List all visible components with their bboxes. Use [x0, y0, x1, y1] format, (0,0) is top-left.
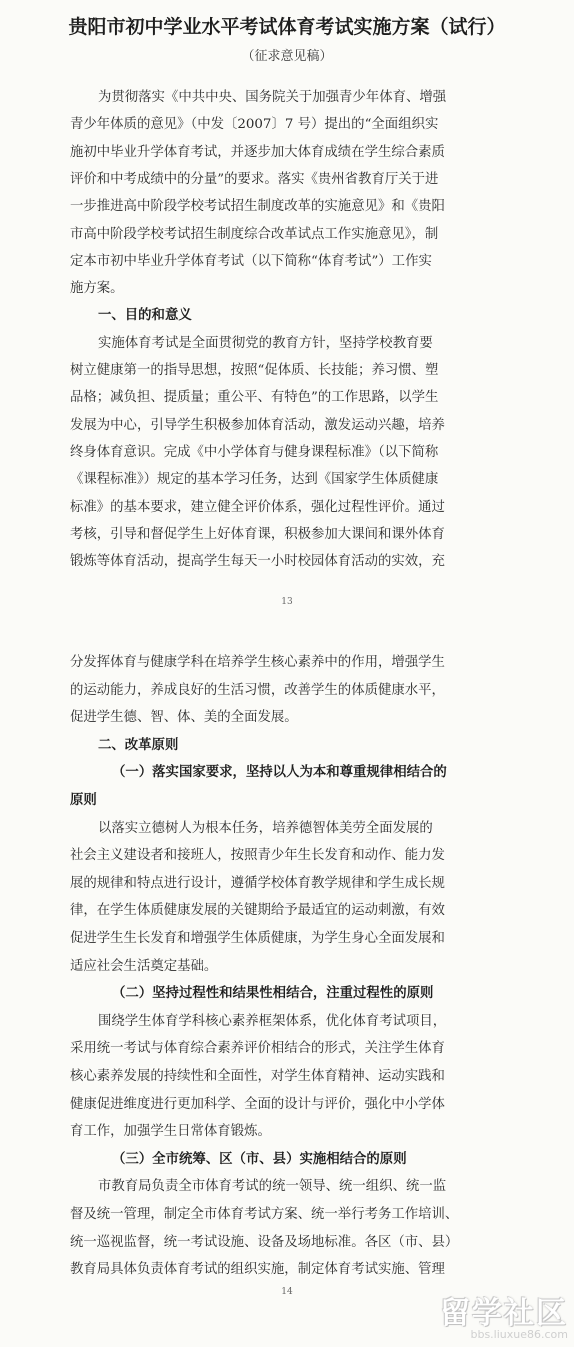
- section-heading: （二）坚持过程性和结果性相结合，注重过程性的原则: [112, 985, 434, 1002]
- page-number: 13: [281, 597, 293, 607]
- text-line: 核心素养发展的持续性和全面性，对学生体育精神、运动实践和: [70, 1069, 445, 1084]
- text-line: 发展为中心，引导学生积极参加体育活动，激发运动兴趣，培养: [70, 417, 445, 433]
- text-line: 锻炼等体育活动，提高学生每天一小时校园体育活动的实效，充: [70, 554, 445, 570]
- text-line: 社会主义建设者和接班人，按照青少年生长发育和动作、能力发: [70, 848, 445, 864]
- text-line: 教育局具体负责体育考试的组织实施，制定体育考试实施、管理: [70, 1262, 445, 1278]
- text-line: 督及统一管理，制定全市体育考试方案、统一举行考务工作培训、: [70, 1207, 459, 1222]
- text-line: 律，在学生体质健康发展的关键期给予最适宜的运动刺激，有效: [70, 903, 445, 919]
- text-line: 施方案。: [70, 281, 124, 297]
- text-line: 青少年体质的意见》（中发〔2007〕7 号）提出的“全面组织实: [70, 117, 439, 133]
- text-line: 终身体育意识。完成《中小学体育与健身课程标准》（以下简称: [70, 444, 439, 460]
- text-line: 市高中阶段学校考试招生制度综合改革试点工作实施意见》，制: [70, 226, 439, 242]
- text-line: 分发挥体育与健康学科在培养学生核心素养中的作用，增强学生: [70, 655, 445, 670]
- text-line: 适应社会生活奠定基础。: [70, 958, 218, 974]
- document-subtitle: （征求意见稿）: [241, 49, 333, 64]
- page-14: [0, 625, 574, 1347]
- text-line: 市教育局负责全市体育考试的统一领导、统一组织、统一监: [98, 1179, 447, 1195]
- section-heading: （一）落实国家要求，坚持以人为本和尊重规律相结合的: [112, 764, 447, 781]
- section-heading: 原则: [70, 792, 97, 808]
- document-title: 贵阳市初中学业水平考试体育考试实施方案（试行）: [68, 16, 506, 38]
- text-line: 评价和中考成绩中的分量”的要求。落实《贵州省教育厅关于进: [70, 171, 439, 187]
- text-line: 考核，引导和督促学生上好体育课，积极参加大课间和课外体育: [70, 526, 445, 542]
- watermark-url: bbs.liuxue86.com: [470, 1328, 568, 1341]
- watermark-logo: 留学社区: [440, 1296, 568, 1331]
- section-heading: 二、改革原则: [98, 736, 179, 753]
- page-13: [0, 0, 574, 625]
- text-line: 促进学生生长发育和增强学生体质健康，为学生身心全面发展和: [70, 931, 445, 946]
- section-heading: （三）全市统筹、区（市、县）实施相结合的原则: [112, 1150, 407, 1167]
- text-line: 施初中毕业升学体育考试，并逐步加大体育成绩在学生综合素质: [70, 144, 445, 160]
- text-line: 树立健康第一的指导思想，按照“促体质、长技能；养习惯、塑: [70, 363, 439, 378]
- watermark: [440, 1288, 568, 1341]
- text-line: 健康促进维度进行更加科学、全面的设计与评价，强化中小学体: [70, 1096, 445, 1112]
- section-heading: 一、目的和意义: [98, 307, 192, 324]
- text-line: 定本市初中毕业升学体育考试（以下简称“体育考试”）工作实: [70, 253, 432, 269]
- text-line: 采用统一考试与体育综合素养评价相结合的形式，关注学生体育: [70, 1041, 445, 1057]
- text-line: 以落实立德树人为根本任务，培养德智体美劳全面发展的: [98, 820, 433, 836]
- text-line: 一步推进高中阶段学校考试招生制度改革的实施意见》和《贵阳: [70, 199, 445, 215]
- text-line: 标准》的基本要求，建立健全评价体系，强化过程性评价。通过: [70, 499, 445, 515]
- text-line: 的运动能力，养成良好的生活习惯，改善学生的体质健康水平，: [70, 682, 445, 698]
- text-line: 实施体育考试是全面贯彻党的教育方针，坚持学校教育要: [98, 335, 433, 351]
- text-line: 育工作，加强学生日常体育锻炼。: [70, 1124, 271, 1140]
- text-line: 为贯彻落实《中共中央、国务院关于加强青少年体育、增强: [98, 90, 447, 105]
- text-line: 促进学生德、智、体、美的全面发展。: [70, 710, 298, 726]
- text-line: 《课程标准》）规定的基本学习任务，达到《国家学生体质健康: [70, 472, 439, 488]
- text-line: 展的规律和特点进行设计，遵循学校体育教学规律和学生成长规: [70, 875, 445, 891]
- text-line: 品格；减负担、提质量；重公平、有特色”的工作思路，以学生: [70, 390, 439, 406]
- text-line: 统一巡视监督，统一考试设施、设备及场地标准。各区（市、县）: [70, 1234, 459, 1250]
- text-line: 围绕学生体育学科核心素养框架体系，优化体育考试项目，: [98, 1013, 447, 1029]
- page-number: 14: [281, 1287, 293, 1297]
